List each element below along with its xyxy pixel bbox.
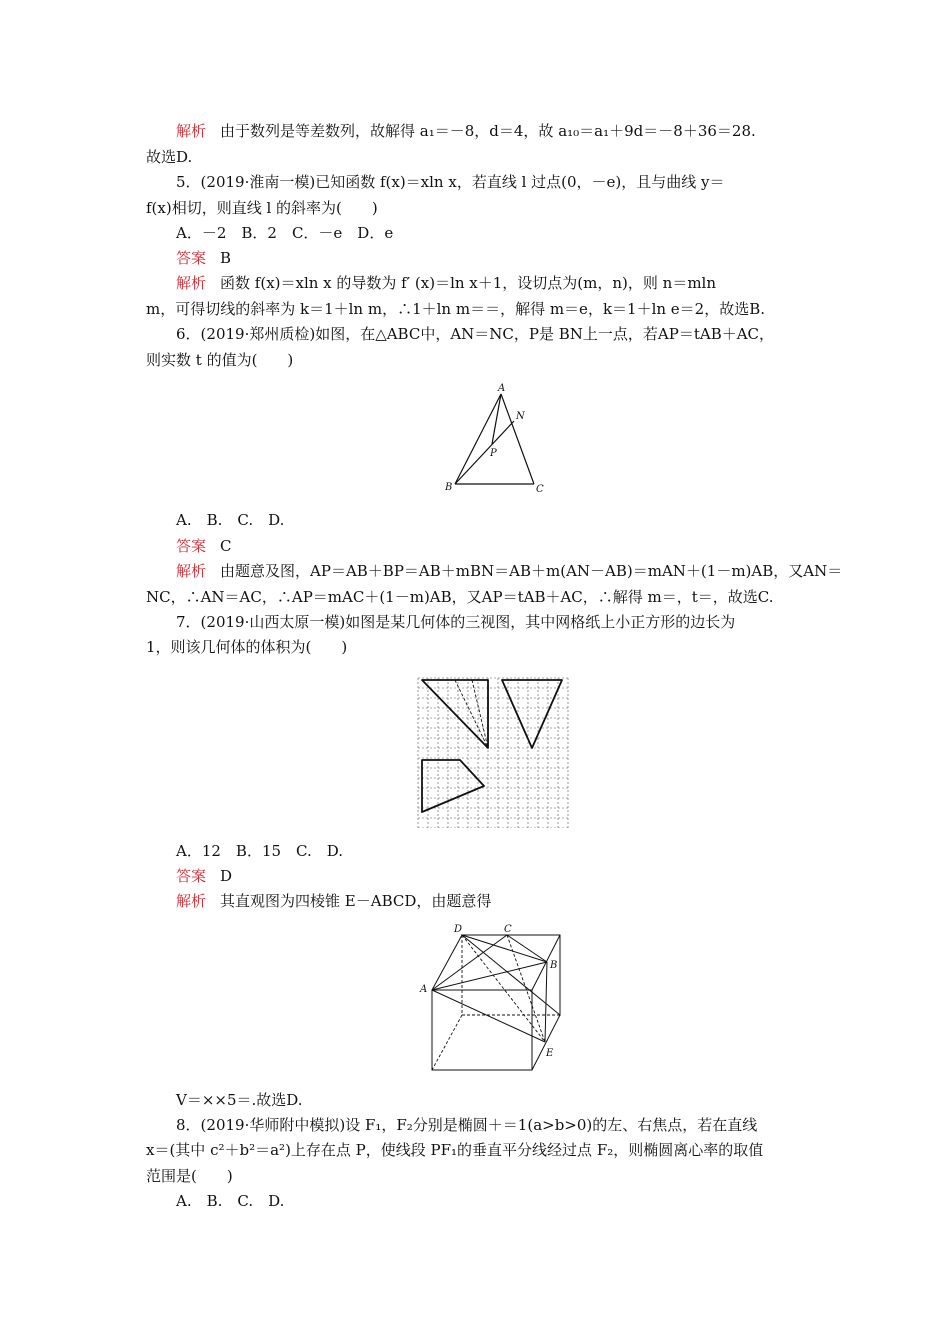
answer-label: 答案 [176,537,207,555]
pyramid-in-cube-figure [412,920,572,1076]
q5-analysis-line-1 [176,273,840,293]
triangle-abc-figure [440,380,550,500]
q8-options: A. B. C. D. [176,1192,285,1210]
label-p: P [490,448,497,459]
label-a: A [420,984,428,995]
label-a: A [498,383,506,394]
label-b: B [550,960,558,971]
answer-value: D [220,867,233,885]
label-c: C [504,924,512,935]
answer-label: 答案 [176,249,207,267]
analysis-label: 解析 [176,562,207,580]
q7-stem-line-1: 7．(2019·山西太原一模)如图是某几何体的三视图，其中网格纸上小正方形的边长为 [176,613,736,631]
analysis-text: 由题意及图，AP＝AB＋BP＝AB＋mBN＝AB＋m(AN－AB)＝mAN＋(1－m)AB，又AN＝ [220,562,843,580]
prev-analysis-line-2: 故选D. [146,148,193,166]
analysis-label: 解析 [176,892,207,910]
analysis-text: 由于数列是等差数列，故解得 a₁＝－8，d＝4，故 a₁₀＝a₁＋9d＝－8＋36＝28. [220,122,756,140]
q6-options: A. B. C. D. [176,511,285,529]
q5-stem-line-2: f(x)相切，则直线 l 的斜率为( ) [146,199,378,217]
analysis-label: 解析 [176,274,207,292]
q5-options: A．－2 B．2 C．－e D．e [176,224,394,242]
prev-analysis-line-1 [176,121,840,141]
q6-analysis-line-2: NC，∴AN＝AC，∴AP＝mAC＋(1－m)AB，又AP＝tAB＋AC，∴解得 m＝，t＝，故选C. [146,588,774,606]
label-c: C [536,484,544,495]
analysis-text: 函数 f(x)＝xln x 的导数为 f′ (x)＝ln x＋1，设切点为(m，n)，则 n＝mln [220,274,716,292]
answer-label: 答案 [176,867,207,885]
q8-stem-line-2: x＝(其中 c²＋b²＝a²)上存在点 P，使线段 PF₁的垂直平分线经过点 F₂，则椭圆离心率的取值 [146,1141,764,1159]
answer-value: C [220,537,232,555]
q5-answer [176,248,840,268]
q8-stem-line-1: 8．(2019·华师附中模拟)设 F₁，F₂分别是椭圆＋＝1(a>b>0)的左、右焦点，若在直线 [176,1116,758,1134]
answer-value: B [220,249,232,267]
q7-analysis-line-1 [176,891,840,911]
q6-stem-line-2: 则实数 t 的值为( ) [146,351,294,369]
q7-stem-line-2: 1，则该几何体的体积为( ) [146,638,348,656]
q6-stem-line-1: 6．(2019·郑州质检)如图，在△ABC中，AN＝NC，P是 BN上一点，若AP＝tAB＋AC， [176,325,775,343]
label-n: N [516,411,525,422]
q6-analysis-line-1 [176,561,843,581]
q7-options: A．12 B．15 C. D. [176,842,344,860]
q7-volume-line: V＝××5＝.故选D. [176,1091,303,1109]
grid-background [418,678,568,828]
q6-answer [176,536,840,556]
analysis-text: 其直观图为四棱锥 E－ABCD，由题意得 [220,892,492,910]
three-view-figure [410,672,570,828]
analysis-label: 解析 [176,122,207,140]
q5-stem-line-1: 5．(2019·淮南一模)已知函数 f(x)＝xln x，若直线 l 过点(0，－e)，且与曲线 y＝ [176,173,725,191]
label-d: D [454,924,463,935]
q8-stem-line-3: 范围是( ) [146,1167,233,1185]
q7-answer [176,866,840,886]
label-b: B [445,482,453,493]
q5-analysis-line-2: m，可得切线的斜率为 k＝1＋ln m，∴1＋ln m＝＝，解得 m＝e，k＝1＋ln e＝2，故选B. [146,300,766,318]
label-e: E [546,1048,554,1059]
